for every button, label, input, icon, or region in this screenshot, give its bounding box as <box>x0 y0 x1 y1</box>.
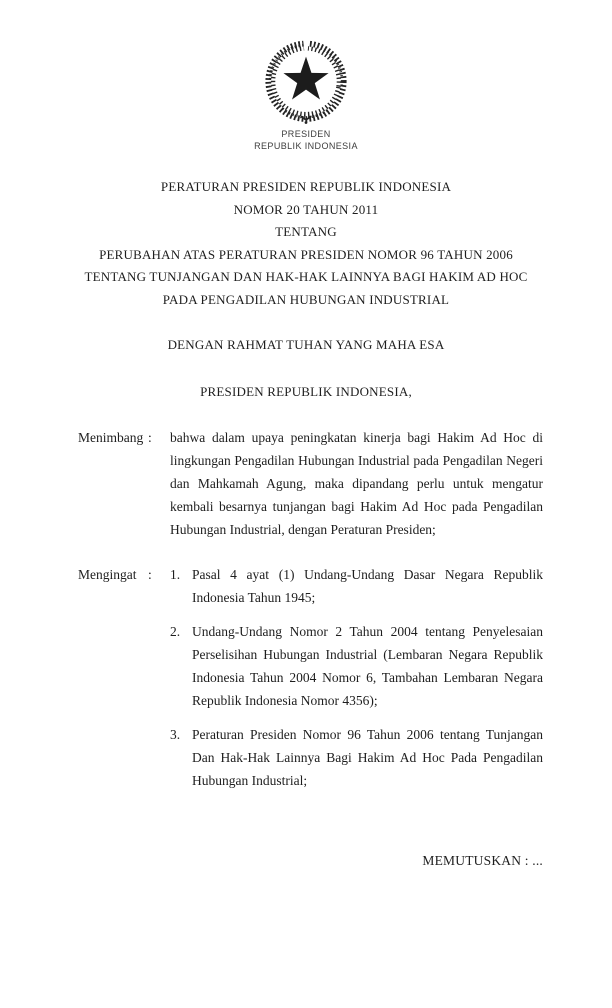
title-line-subject-1: PERUBAHAN ATAS PERATURAN PRESIDEN NOMOR 96 TAHUN 2006 <box>99 246 513 262</box>
title-line-subject-2: TENTANG TUNJANGAN DAN HAK-HAK LAINNYA BAGI HAKIM AD HOC <box>84 269 528 284</box>
considering-text: bahwa dalam upaya peningkatan kinerja bagi Hakim Ad Hoc di lingkungan Pengadilan Hubungan Industrial pada Pengadilan Negeri dan Mahkamah Agung, maka dipandang perlu untuk mengatur kembali besarnya tunjangan bagi Hakim Ad Hoc pada Pengadilan Hubungan Industrial, dengan Peraturan Presiden; <box>170 430 543 537</box>
letterhead-country: REPUBLIK INDONESIA <box>254 140 358 151</box>
considering-label: Menimbang <box>78 430 144 445</box>
title-line-subject-3: PADA PENGADILAN HUBUNGAN INDUSTRIAL <box>162 291 450 307</box>
list-item-text: Peraturan Presiden Nomor 96 Tahun 2006 tentang Tunjangan Dan Hak-Hak Lainnya Bagi Hakim Ad Hoc Pada Pengadilan Hubungan Industrial; <box>192 727 543 788</box>
list-item-text: Pasal 4 ayat (1) Undang-Undang Dasar Negara Republik Indonesia Tahun 1945; <box>192 567 543 605</box>
presidential-seal-icon <box>262 40 350 126</box>
legal-basis-list <box>170 563 543 792</box>
letterhead <box>0 40 612 152</box>
list-item-text: Undang-Undang Nomor 2 Tahun 2004 tentang Penyelesaian Perselisihan Hubungan Industrial (Lembaran Negara Republik Indonesia Tahun 2004 Nomor 6, Tambahan Lembaran Negara Republik Indonesia Nomor 4356); <box>192 624 543 708</box>
list-item-number: 2. <box>170 624 181 639</box>
letterhead-office: PRESIDEN <box>281 129 331 139</box>
recalling-clause <box>78 563 543 792</box>
invocation-line: DENGAN RAHMAT TUHAN YANG MAHA ESA <box>167 337 445 352</box>
title-line-number: NOMOR 20 TAHUN 2011 <box>233 201 379 217</box>
considering-clause <box>78 426 543 541</box>
list-item-number: 1. <box>170 567 181 582</box>
title-line-tentang: TENTANG <box>275 224 337 239</box>
recalling-label: Mengingat <box>78 567 137 582</box>
legal-basis-item <box>170 620 543 712</box>
legal-basis-item <box>170 563 543 609</box>
considering-colon: : <box>148 430 152 445</box>
preamble <box>78 426 543 872</box>
document-title <box>0 176 612 311</box>
list-item-number: 3. <box>170 727 181 742</box>
title-line-regulation: PERATURAN PRESIDEN REPUBLIK INDONESIA <box>160 179 452 194</box>
recalling-colon: : <box>148 567 152 582</box>
salutation-line: PRESIDEN REPUBLIK INDONESIA, <box>200 384 412 399</box>
decides-line: MEMUTUSKAN : ... <box>422 853 543 868</box>
legal-basis-item <box>170 723 543 792</box>
